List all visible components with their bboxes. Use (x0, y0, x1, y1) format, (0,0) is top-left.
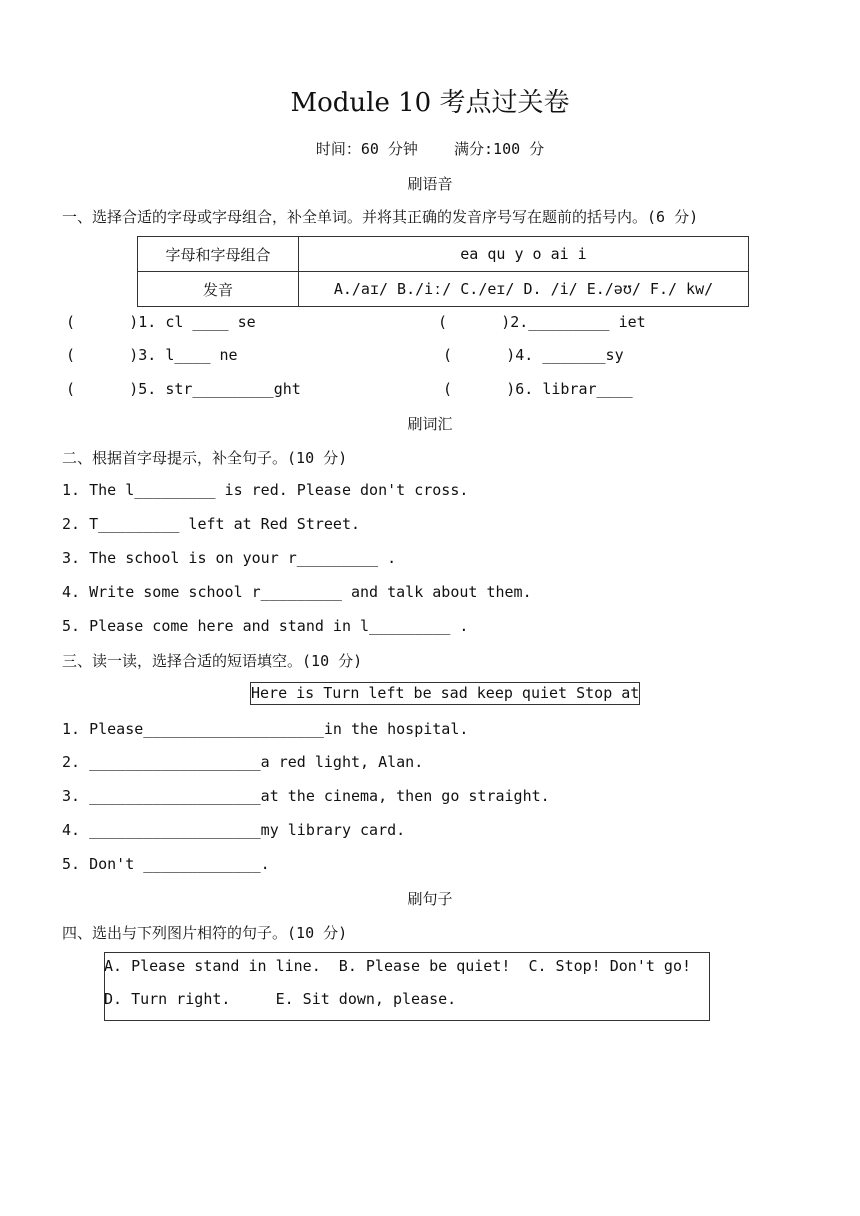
table-row (138, 237, 749, 272)
phrase-item-5: 5. Don't _____________. (62, 855, 270, 873)
phonics-item-4: ( )4. _______sy (443, 346, 624, 364)
vocab-item-5: 5. Please come here and stand in l_________ . (62, 617, 469, 635)
section-heading-sentences: 刷句子 (407, 890, 453, 908)
instruction-part4: 四、选出与下列图片相符的句子。(10 分) (62, 924, 348, 942)
phrase-item-4: 4. ___________________my library card. (62, 821, 406, 839)
vocab-item-4: 4. Write some school r_________ and talk about them. (62, 583, 532, 601)
table-cell-value: A./aɪ/ B./iː/ C./eɪ/ D. /i/ E./əʊ/ F./ kw/ (299, 272, 749, 307)
vocab-item-3: 3. The school is on your r_________ . (62, 549, 397, 567)
page-title: Module 10 考点过关卷 (290, 88, 570, 118)
phrase-item-3: 3. ___________________at the cinema, then go straight. (62, 787, 550, 805)
phrase-item-2: 2. ___________________a red light, Alan. (62, 753, 424, 771)
options-line-2: D. Turn right. E. Sit down, please. (104, 990, 457, 1008)
word-box: Here is Turn left be sad keep quiet Stop at (250, 682, 640, 705)
table-cell-label: 发音 (138, 272, 299, 307)
table-cell-label: 字母和字母组合 (138, 237, 299, 272)
vocab-item-2: 2. T_________ left at Red Street. (62, 515, 361, 533)
instruction-part2: 二、根据首字母提示，补全句子。(10 分) (62, 449, 348, 467)
section-heading-vocabulary: 刷词汇 (407, 415, 453, 433)
table-row (138, 272, 749, 307)
section-heading-phonics: 刷语音 (407, 175, 453, 193)
time-info: 时间：60 分钟 满分:100 分 (315, 140, 545, 158)
phrase-item-1: 1. Please____________________in the hospital. (62, 720, 469, 738)
options-line-1: A. Please stand in line. B. Please be quiet! C. Stop! Don't go! (104, 957, 691, 975)
phonics-item-5: ( )5. str_________ght (66, 380, 301, 398)
phonics-item-6: ( )6. librar____ (443, 380, 633, 398)
vocab-item-1: 1. The l_________ is red. Please don't cross. (62, 481, 469, 499)
instruction-part1: 一、选择合适的字母或字母组合，补全单词。并将其正确的发音序号写在题前的括号内。(6 分) (62, 208, 699, 226)
phonics-table (137, 236, 749, 307)
instruction-part3: 三、读一读，选择合适的短语填空。(10 分) (62, 652, 363, 670)
phonics-item-3: ( )3. l____ ne (66, 346, 238, 364)
phonics-item-2: ( )2._________ iet (438, 313, 646, 331)
phonics-item-1: ( )1. cl ____ se (66, 313, 256, 331)
table-cell-value: ea qu y o ai i (299, 237, 749, 272)
